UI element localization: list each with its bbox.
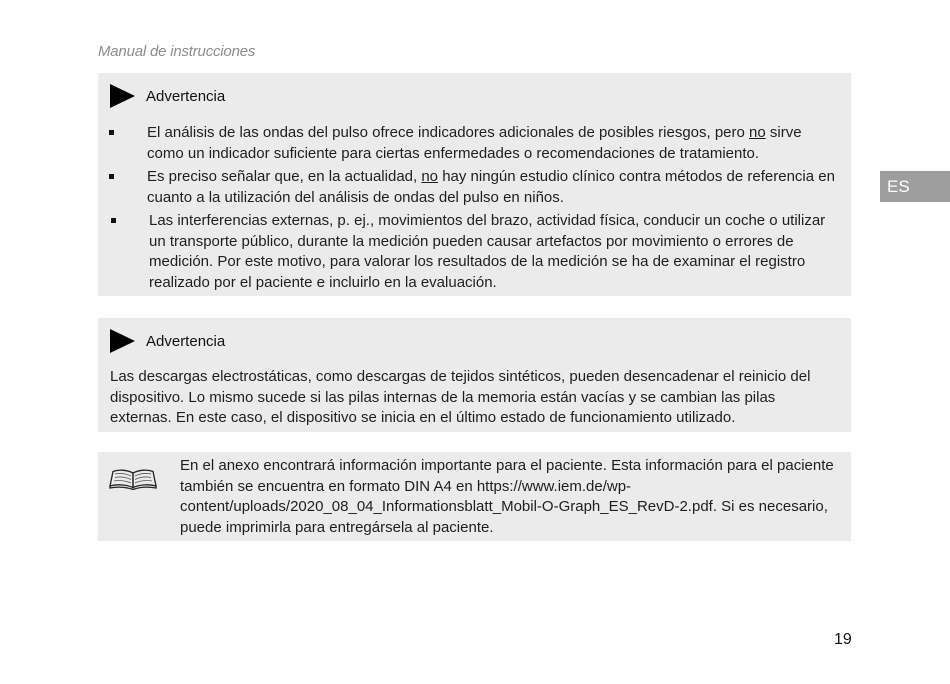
bullet-square-icon: [109, 130, 114, 135]
warning-title: Advertencia: [146, 332, 226, 350]
book-icon: [109, 468, 157, 490]
warning-box-2: [98, 318, 851, 432]
bullet-text: Es preciso señalar que, en la actualidad,: [147, 168, 422, 185]
bullet-item: [98, 123, 851, 164]
bullet-text: El análisis de las ondas del pulso ofrece indicadores adicionales de posibles riesgos, pero: [147, 124, 750, 141]
bullet-square-icon: [109, 174, 114, 179]
underlined-word: no: [749, 124, 766, 141]
bullet-item: [98, 167, 851, 208]
bullet-square-icon: [111, 218, 116, 223]
language-tab: ES: [880, 171, 950, 202]
info-paragraph: En el anexo encontrará información importante para el paciente. Esta información para el paciente también se encuentra en formato DIN A4 en https://www.iem.de/wp-content/uploads/2020_08_04_Informationsblatt_Mobil-O-Graph_ES_RevD-2.pdf. Si es necesario, puede imprimirla para entregársela al paciente.: [180, 457, 834, 536]
warning-heading: [110, 84, 225, 108]
underlined-word: no: [421, 168, 439, 185]
bullet-item: [98, 211, 851, 293]
info-box: [98, 452, 851, 541]
warning-title: Advertencia: [146, 87, 226, 105]
page-number: 19: [834, 631, 852, 648]
warning-arrow-icon: [110, 84, 135, 108]
warning-paragraph: Las descargas electrostáticas, como descargas de tejidos sintéticos, pueden desencadenar el reinicio del dispositivo. Lo mismo sucede si las pilas internas de la memoria están vacías y se cambian las pilas externas. En este caso, el dispositivo se inicia en el último estado de funcionamiento utilizado.: [110, 368, 811, 426]
manual-title: Manual de instrucciones: [98, 43, 256, 60]
bullet-text: sirve como un indicador suficiente para ciertas enfermedades o recomendaciones de tratamiento.: [147, 124, 802, 162]
warning-bullet-list: [98, 123, 851, 296]
warning-arrow-icon: [110, 329, 135, 353]
warning-heading: [110, 329, 225, 353]
bullet-text: Las interferencias externas, p. ej., movimientos del brazo, actividad física, conducir un coche o utilizar un transporte público, durante la medición pueden causar artefactos por movimiento o errores de medición. Por este motivo, para valorar los resultados de la medición se ha de examinar el registro realizado por el paciente e incluirlo en la evaluación.: [149, 212, 826, 291]
warning-box-1: [98, 73, 851, 296]
bullet-text: hay ningún estudio clínico contra métodos de referencia en cuanto a la utilización del análisis de ondas del pulso en niños.: [147, 168, 835, 206]
